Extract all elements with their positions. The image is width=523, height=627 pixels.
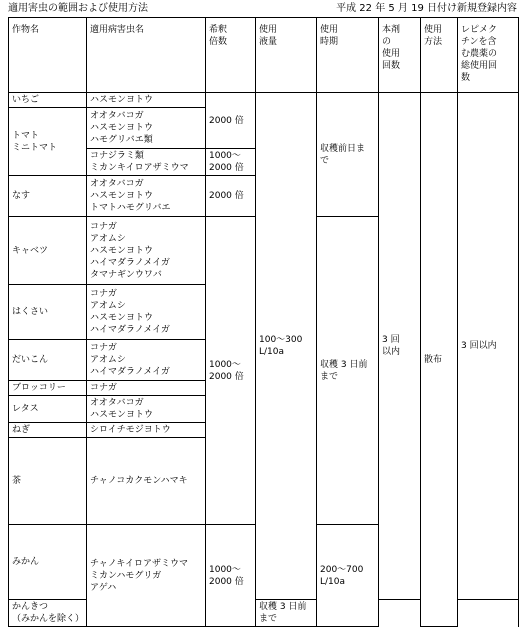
header-dilution: 希釈 倍数 [206,18,256,93]
uses-cell: 3 回 以内 [379,93,421,600]
crop-cell: レタス [9,396,87,423]
crop-cell: いちご [9,93,87,108]
crop-cell: だいこん [9,340,87,381]
pest-cell: チャノキイロアザミウマ ミカンハモグリガ アゲハ [87,525,206,627]
crop-cell: みかん [9,525,87,600]
crop-cell: ねぎ [9,423,87,438]
header-volume: 使用 液量 [256,18,317,93]
crop-cell: はくさい [9,285,87,340]
header-method: 使用 方法 [421,18,458,93]
timing-cell: 収穫 3 日前 まで [256,600,317,627]
pest-cell: チャノコカクモンハマキ [87,438,206,525]
pest-cell: オオタバコガ ハスモンヨトウ [87,396,206,423]
header-crop: 作物名 [9,18,87,93]
crop-cell: ブロッコリー [9,381,87,396]
pesticide-usage-table [8,17,519,627]
pest-cell: コナガ [87,381,206,396]
pest-cell: オオタバコガ ハスモンヨトウ ハモグリバエ類 [87,108,206,149]
crop-cell: なす [9,176,87,217]
pest-cell: シロイチモジヨトウ [87,423,206,438]
registration-date: 平成 22 年 5 月 19 日付け新規登録内容 [336,3,517,14]
timing-cell: 収穫前日ま で [317,93,379,217]
table-row [9,93,519,108]
header-total-uses: レピメク チンを含 む農薬の 総使用回 数 [458,18,519,93]
dilution-cell: 1000～ 2000 倍 [206,149,256,176]
pest-cell: コナガ アオムシ ハイマダラノメイガ [87,340,206,381]
dilution-cell: 2000 倍 [206,93,256,149]
pest-cell: ハスモンヨトウ [87,93,206,108]
crop-cell: かんきつ （みかんを除く） [9,600,87,627]
crop-cell: キャベツ [9,217,87,285]
pest-cell: コナジラミ類 ミカンキイロアザミウマ [87,149,206,176]
table-header-row [9,18,519,93]
pest-cell: コナガ アオムシ ハスモンヨトウ ハイマダラノメイガ [87,285,206,340]
dilution-cell: 1000～ 2000 倍 [206,217,256,525]
header-uses: 本剤 の 使用 回数 [379,18,421,93]
volume-cell: 200～700 L/10a [317,525,379,627]
total-uses-cell: 3 回以内 [458,93,519,600]
pest-cell: オオタバコガ ハスモンヨトウ トマトハモグリバエ [87,176,206,217]
method-cell: 散布 [421,93,458,627]
volume-cell: 100～300 L/10a [256,93,317,600]
document-heading: 適用害虫の範囲および使用方法 [8,3,148,14]
pest-cell: コナガ アオムシ ハスモンヨトウ ハイマダラノメイガ タマナギンウワバ [87,217,206,285]
dilution-cell: 1000～ 2000 倍 [206,525,256,627]
timing-cell: 収穫 3 日前 まで [317,217,379,525]
dilution-cell: 2000 倍 [206,176,256,217]
header-timing: 使用 時期 [317,18,379,93]
crop-cell: トマト ミニトマト [9,108,87,176]
crop-cell: 茶 [9,438,87,525]
header-pest: 適用病害虫名 [87,18,206,93]
